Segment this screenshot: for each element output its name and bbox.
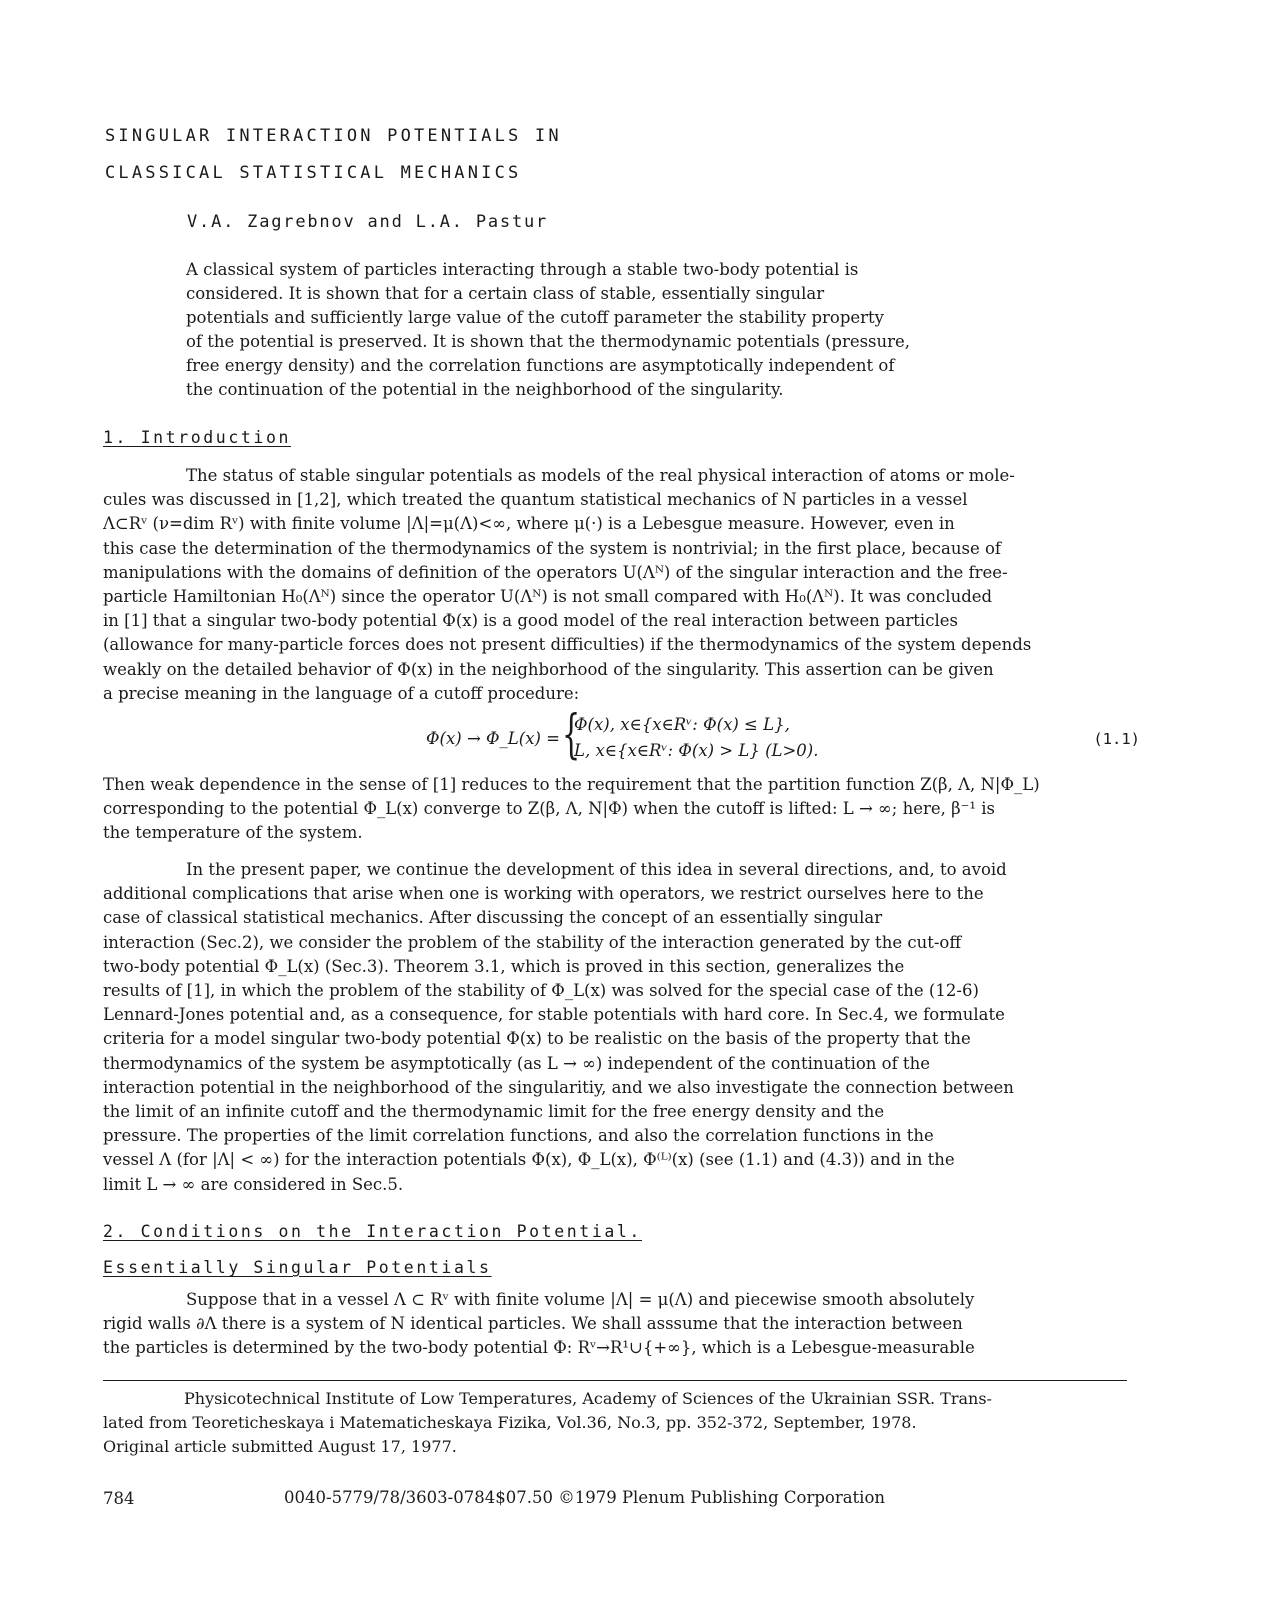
text-line: pressure. The properties of the limit correlation functions, and also the correlation functions in the <box>103 1126 934 1146</box>
footnote-divider <box>103 1380 1127 1381</box>
equation-case-1: Φ(x), x∈{x∈Rᵛ: Φ(x) ≤ L}, <box>574 715 790 734</box>
text-line: limit L → ∞ are considered in Sec.5. <box>103 1174 404 1194</box>
text-line: interaction potential in the neighborhood of the singularitiy, and we also investigate the connection between <box>103 1077 1014 1097</box>
text-line: criteria for a model singular two-body potential Φ(x) to be realistic on the basis of the property that the <box>103 1029 971 1049</box>
text-line: a precise meaning in the language of a cutoff procedure: <box>103 683 580 703</box>
text-line: the limit of an infinite cutoff and the thermodynamic limit for the free energy density and the <box>103 1102 885 1122</box>
intro-paragraph-1 <box>103 464 1131 706</box>
equation-case-2: L, x∈{x∈Rᵛ: Φ(x) > L} (L>0). <box>574 741 819 760</box>
text-line: Lennard-Jones potential and, as a consequence, for stable potentials with hard core. In Sec.4, we formulate <box>103 1005 1005 1025</box>
equation-lhs: Φ(x) → Φ_L(x) = <box>426 729 561 748</box>
text-line: weakly on the detailed behavior of Φ(x) in the neighborhood of the singularity. This assertion can be given <box>103 659 994 679</box>
abstract <box>186 258 1006 402</box>
abstract-line: A classical system of particles interacting through a stable two-body potential is <box>186 260 859 279</box>
text-line: vessel Λ (for |Λ| < ∞) for the interaction potentials Φ(x), Φ_L(x), Φ⁽ᴸ⁾(x) (see (1.1) and (4.3)) and in the <box>103 1150 955 1170</box>
text-line: interaction (Sec.2), we consider the problem of the stability of the interaction generated by the cut-off <box>103 932 962 952</box>
equation-1-1 <box>426 705 1146 767</box>
text-line: corresponding to the potential Φ_L(x) converge to Z(β, Λ, N|Φ) when the cutoff is lifted: L → ∞; here, β⁻¹ is <box>103 799 995 819</box>
abstract-line: considered. It is shown that for a certain class of stable, essentially singular <box>186 284 825 303</box>
intro-paragraph-2 <box>103 773 1131 846</box>
text-line: additional complications that arise when one is working with operators, we restrict ourselves here to the <box>103 884 984 904</box>
text-line: in [1] that a singular two-body potential Φ(x) is a good model of the real interaction between particles <box>103 611 958 631</box>
text-line: (allowance for many-particle forces does not present difficulties) if the thermodynamics of the system depends <box>103 635 1032 655</box>
abstract-line: free energy density) and the correlation functions are asymptotically independent of <box>186 356 895 375</box>
abstract-line: potentials and sufficiently large value of the cutoff parameter the stability property <box>186 308 885 327</box>
text-line: The status of stable singular potentials as models of the real physical interaction of atoms or mole- <box>186 466 1015 485</box>
text-line: Λ⊂Rᵛ (ν=dim Rᵛ) with finite volume |Λ|=μ(Λ)<∞, where μ(·) is a Lebesgue measure. However, even in <box>103 514 955 534</box>
text-line: cules was discussed in [1,2], which treated the quantum statistical mechanics of N particles in a vessel <box>103 490 968 510</box>
text-line: Suppose that in a vessel Λ ⊂ Rᵛ with finite volume |Λ| = μ(Λ) and piecewise smooth absolutely <box>186 1290 975 1309</box>
section-2-heading: 2. Conditions on the Interaction Potential. <box>103 1222 642 1241</box>
footnote-line: Original article submitted August 17, 1977. <box>103 1437 457 1456</box>
abstract-line: the continuation of the potential in the neighborhood of the singularity. <box>186 380 784 399</box>
section-2-paragraph-1 <box>103 1288 1131 1361</box>
intro-paragraph-3 <box>103 858 1131 1197</box>
authors: V.A. Zagrebnov and L.A. Pastur <box>187 212 549 232</box>
title-line-2: CLASSICAL STATISTICAL MECHANICS <box>105 163 522 183</box>
text-line: thermodynamics of the system be asymptotically (as L → ∞) independent of the continuation of the <box>103 1053 930 1073</box>
text-line: case of classical statistical mechanics. After discussing the concept of an essentially singular <box>103 908 883 928</box>
copyright-line: 0040-5779/78/3603-0784$07.50 ©1979 Plenum Publishing Corporation <box>284 1488 886 1507</box>
abstract-line: of the potential is preserved. It is shown that the thermodynamic potentials (pressure, <box>186 332 911 351</box>
footnote <box>103 1387 1133 1459</box>
title-line-1: SINGULAR INTERACTION POTENTIALS IN <box>105 126 562 146</box>
footnote-line: Physicotechnical Institute of Low Temperatures, Academy of Sciences of the Ukrainian SSR. Trans- <box>184 1389 992 1408</box>
section-1-heading: 1. Introduction <box>103 428 292 447</box>
left-brace-icon: { <box>562 705 581 765</box>
text-line: the temperature of the system. <box>103 823 363 843</box>
text-line: particle Hamiltonian H₀(Λᴺ) since the operator U(Λᴺ) is not small compared with H₀(Λᴺ). It was concluded <box>103 587 993 607</box>
page-number: 784 <box>103 1489 135 1508</box>
text-line: results of [1], in which the problem of the stability of Φ_L(x) was solved for the special case of the (12-6) <box>103 981 979 1001</box>
text-line: the particles is determined by the two-body potential Φ: Rᵛ→R¹∪{+∞}, which is a Lebesgue-measurable <box>103 1338 975 1358</box>
section-2-subheading: Essentially Singular Potentials <box>103 1258 492 1277</box>
text-line: rigid walls ∂Λ there is a system of N identical particles. We shall asssume that the interaction between <box>103 1314 963 1334</box>
text-line: two-body potential Φ_L(x) (Sec.3). Theorem 3.1, which is proved in this section, generalizes the <box>103 956 905 976</box>
text-line: In the present paper, we continue the development of this idea in several directions, and, to avoid <box>186 860 1007 879</box>
equation-number: (1.1) <box>1093 730 1140 748</box>
text-line: manipulations with the domains of definition of the operators U(Λᴺ) of the singular interaction and the free- <box>103 562 1008 582</box>
footnote-line: lated from Teoreticheskaya i Matematicheskaya Fizika, Vol.36, No.3, pp. 352-372, September, 1978. <box>103 1413 917 1432</box>
text-line: Then weak dependence in the sense of [1] reduces to the requirement that the partition function Z(β, Λ, N|Φ_L) <box>103 775 1040 794</box>
text-line: this case the determination of the thermodynamics of the system is nontrivial; in the first place, because of <box>103 538 1002 558</box>
